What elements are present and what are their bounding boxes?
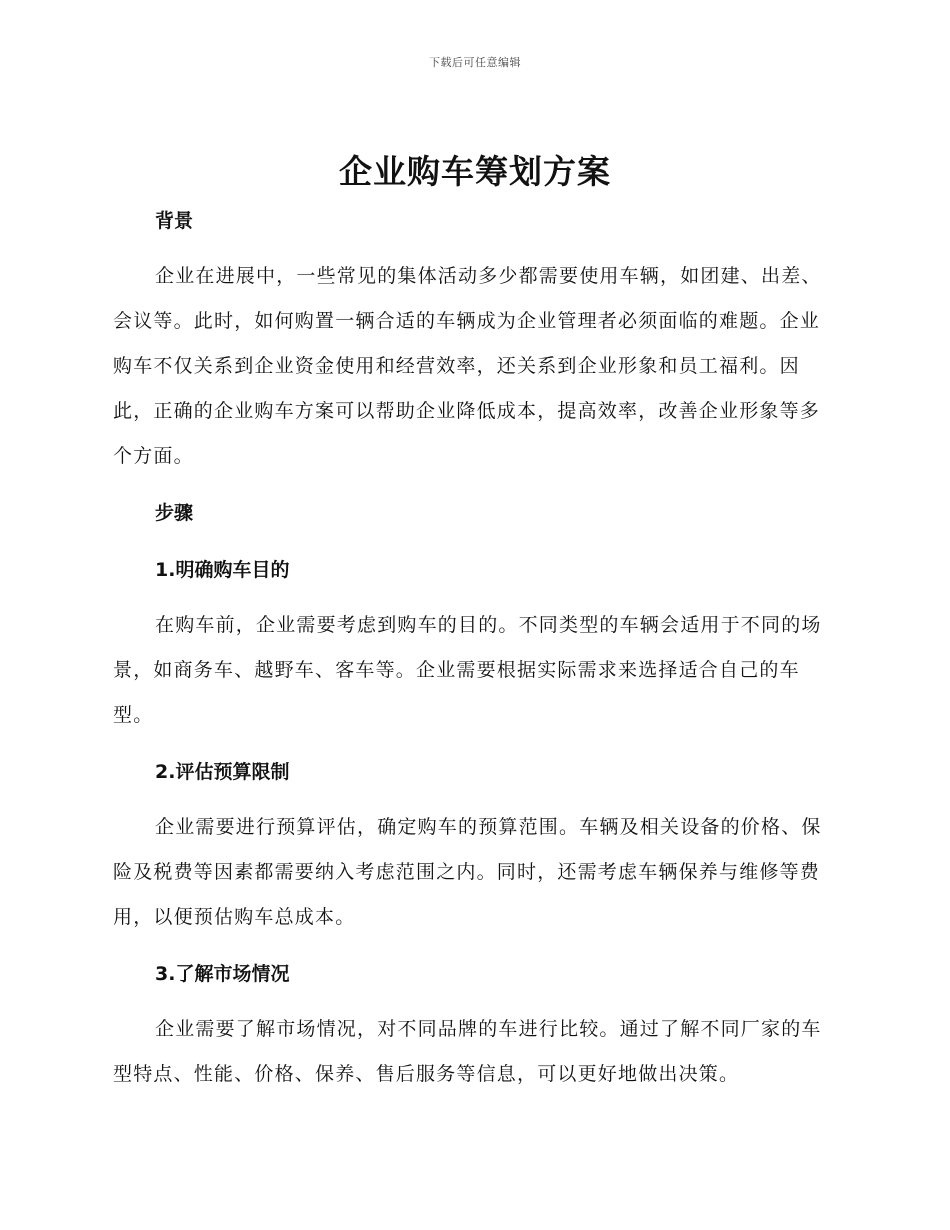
document-title: 企业购车筹划方案 xyxy=(339,152,611,191)
section-step-1 xyxy=(113,547,833,738)
section-steps xyxy=(113,490,833,536)
section-heading-step-2: 2.评估预算限制 xyxy=(155,761,290,783)
section-heading-steps: 步骤 xyxy=(155,502,194,524)
section-heading-step-1: 1.明确购车目的 xyxy=(155,559,290,581)
section-step-3 xyxy=(113,951,833,1097)
section-heading-background: 背景 xyxy=(155,210,194,232)
paragraph-background: 企业在进展中，一些常见的集体活动多少都需要使用车辆，如团建、出差、会议等。此时，如何购置一辆合适的车辆成为企业管理者必须面临的难题。企业购车不仅关系到企业资金使用和经营效率，还关系到企业形象和员工福利。因此，正确的企业购车方案可以帮助企业降低成本，提高效率，改善企业形象等多个方面。 xyxy=(113,265,822,467)
document-body xyxy=(113,198,833,1097)
page-header-note: 下载后可任意编辑 xyxy=(429,56,521,69)
paragraph-step-3: 企业需要了解市场情况，对不同品牌的车进行比较。通过了解不同厂家的车型特点、性能、价格、保养、售后服务等信息，可以更好地做出决策。 xyxy=(113,1018,822,1085)
section-background xyxy=(113,198,833,479)
paragraph-step-1: 在购车前，企业需要考虑到购车的目的。不同类型的车辆会适用于不同的场景，如商务车、越野车、客车等。企业需要根据实际需求来选择适合自己的车型。 xyxy=(113,614,822,726)
section-heading-step-3: 3.了解市场情况 xyxy=(155,963,290,985)
section-step-2 xyxy=(113,749,833,940)
paragraph-step-2: 企业需要进行预算评估，确定购车的预算范围。车辆及相关设备的价格、保险及税费等因素都需要纳入考虑范围之内。同时，还需考虑车辆保养与维修等费用，以便预估购车总成本。 xyxy=(113,816,822,928)
